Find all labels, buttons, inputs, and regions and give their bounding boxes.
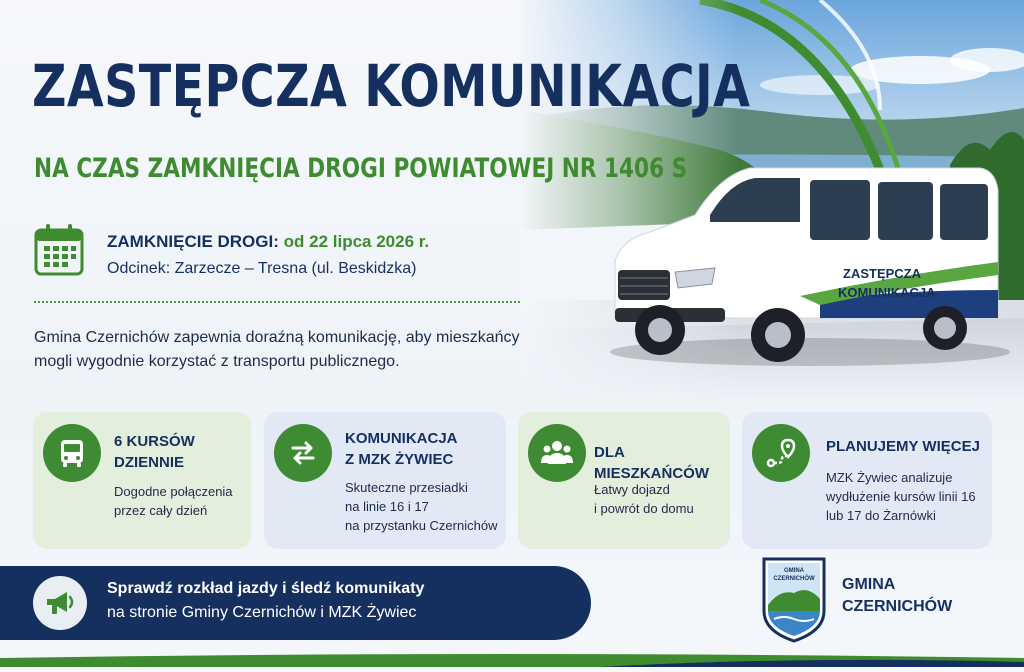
card-title [114,431,195,473]
bottom-stripe [0,652,1024,667]
svg-text:GMINA: GMINA [784,568,804,574]
card-text [594,480,694,518]
dotted-divider [34,301,520,303]
card-text [114,482,233,520]
card-title [345,428,458,470]
svg-text:CZERNICHÓW: CZERNICHÓW [773,576,815,582]
intro-line-2: mogli wygodnie korzystać z transportu publicznego. [34,353,400,370]
card-text-line: na linie 16 i 17 [345,499,429,514]
card-title: PLANUJEMY WIĘCEJ [826,438,980,455]
gmina-logo-text [842,574,952,618]
card-text-line: Dogodne połączenia [114,484,233,499]
bus-icon [43,424,101,482]
page-title: ZASTĘPCZA KOMUNIKACJA [32,52,751,120]
card-title: DLA MIESZKAŃCÓW [594,444,709,482]
page-subtitle: NA CZAS ZAMKNIĘCIA DROGI POWIATOWEJ NR 1406 S [34,153,688,184]
banner-line-2: na stronie Gminy Czernichów i MZK Żywiec [107,604,417,621]
van-label-line2: KOMUNIKACJA [838,285,936,300]
card-text-line: Skuteczne przesiadki [345,480,468,495]
card-text-line: Łatwy dojazd [594,482,670,497]
closure-section: Odcinek: Zarzecze – Tresna (ul. Beskidzka) [107,260,417,277]
card-text-line: lub 17 do Żarnówki [826,508,936,523]
calendar-icon [34,222,84,276]
card-title-line-2: Z MZK ŻYWIEC [345,451,454,468]
megaphone-icon [33,576,87,630]
intro-line-1: Gmina Czernichów zapewnia doraźną komunikację, aby mieszkańcy [34,329,520,346]
card-title-line-1: 6 KURSÓW [114,433,195,450]
logo-line-2: CZERNICHÓW [842,598,953,615]
card-text-line: wydłużenie kursów linii 16 [826,489,976,504]
banner-line-1: Sprawdź rozkład jazdy i śledź komunikaty [107,580,425,597]
card-title-line-1: KOMUNIKACJA [345,430,458,447]
card-text [826,468,976,525]
closure-date: od 22 lipca 2026 r. [283,232,430,251]
transfer-arrows-icon [274,424,332,482]
closure-heading [107,232,429,252]
card-kursy [33,412,251,549]
card-text-line: MZK Żywiec analizuje [826,470,953,485]
logo-line-1: GMINA [842,576,896,593]
intro-text [34,326,534,374]
card-mieszkancy [518,412,730,549]
van-label-line1: ZASTĘPCZA [843,266,921,281]
closure-label: ZAMKNIĘCIE DROGI: [107,232,279,251]
gmina-crest-logo [760,555,828,643]
info-banner [0,566,591,640]
card-planujemy [742,412,992,549]
card-text-line: na przystanku Czernichów [345,518,498,533]
card-title-line-2: DZIENNIE [114,454,185,471]
route-pin-icon [752,424,810,482]
card-mzk [264,412,506,549]
card-text [345,478,497,535]
card-text-line: i powrót do domu [594,501,694,516]
people-icon [528,424,586,482]
card-text-line: przez cały dzień [114,503,208,518]
